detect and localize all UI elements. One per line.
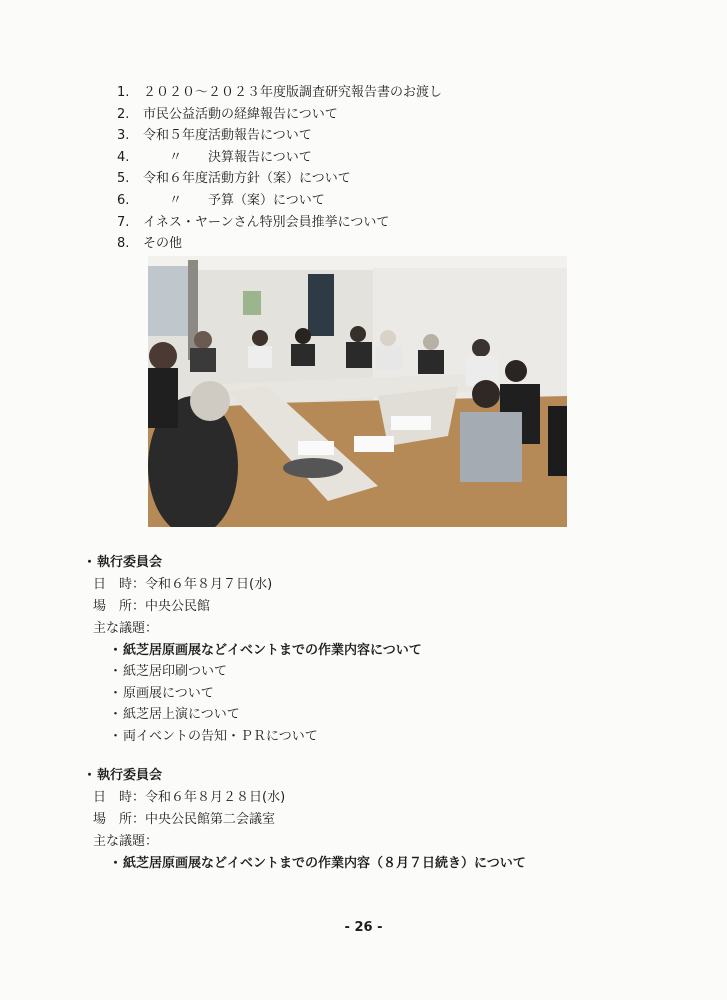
bullet-mark: ・ (109, 643, 123, 658)
bullet-mark: ・ (109, 856, 123, 871)
meeting-heading (83, 765, 526, 787)
meeting-section (83, 552, 422, 747)
topic-list (83, 640, 422, 747)
topic-text: 紙芝居原画展などイベントまでの作業内容（８月７日続き）について (123, 856, 526, 871)
agenda-item (117, 125, 442, 147)
topic-item (109, 683, 422, 704)
meeting-section (83, 765, 526, 874)
agenda-number: 3. (117, 128, 130, 144)
agenda-list (117, 82, 442, 255)
agenda-text: イネス・ヤーンさん特別会員推挙について (143, 214, 390, 230)
topic-item (109, 704, 422, 725)
bullet-mark: ・ (109, 728, 123, 744)
agenda-number: 2. (117, 106, 130, 122)
agenda-number: 6. (117, 192, 130, 208)
bullet-mark: ・ (109, 707, 123, 723)
agenda-number: 7. (117, 214, 130, 230)
topic-text: 紙芝居原画展などイベントまでの作業内容について (123, 643, 422, 658)
agenda-item (117, 82, 442, 104)
agenda-text: 〃 予算（案）について (143, 192, 325, 208)
agenda-text: 令和６年度活動方針（案）について (143, 171, 351, 187)
meeting-topics-label: 主な議題： (93, 834, 159, 849)
topic-text: 原画展について (123, 685, 214, 701)
meeting-datetime: 日 時：令和６年８月７日(水) (93, 577, 273, 592)
agenda-text: ２０２０～２０２３年度版調査研究報告書のお渡し (143, 85, 443, 100)
topic-item (109, 640, 422, 661)
agenda-number: 4. (117, 149, 130, 165)
agenda-number: 1. (117, 85, 130, 100)
topic-text: 紙芝居印刷ついて (123, 664, 228, 680)
agenda-item (117, 190, 442, 212)
topic-list (83, 853, 526, 874)
agenda-text: その他 (143, 236, 183, 252)
bullet-mark: ・ (109, 664, 123, 680)
topic-item (109, 726, 422, 747)
meeting-place: 場 所：中央公民館第二会議室 (93, 812, 276, 827)
agenda-text: 市民公益活動の経緯報告について (143, 106, 338, 122)
agenda-item (117, 147, 442, 169)
agenda-number: 8. (117, 236, 130, 252)
agenda-item (117, 104, 442, 126)
meeting-heading (83, 552, 422, 574)
bullet-mark: ・ (83, 555, 97, 570)
meeting-photo (148, 256, 567, 527)
meeting-photo-illustration (148, 256, 567, 527)
topic-text: 紙芝居上演について (123, 707, 240, 723)
meeting-title: 執行委員会 (97, 555, 163, 570)
agenda-item (117, 168, 442, 190)
agenda-text: 令和５年度活動報告について (143, 128, 312, 144)
agenda-item (117, 212, 442, 234)
meeting-topics-label: 主な議題： (93, 621, 159, 636)
agenda-number: 5. (117, 171, 130, 187)
meeting-place: 場 所：中央公民館 (93, 599, 211, 614)
bullet-mark: ・ (83, 768, 97, 783)
topic-text: 両イベントの告知・ＰＲについて (123, 728, 318, 744)
topic-item (109, 661, 422, 682)
agenda-item (117, 233, 442, 255)
agenda-text: 〃 決算報告について (143, 149, 312, 165)
page-number: - 26 - (344, 920, 383, 935)
meeting-datetime: 日 時：令和６年８月２８日(水) (93, 790, 286, 805)
bullet-mark: ・ (109, 685, 123, 701)
topic-item (109, 853, 526, 874)
meeting-title: 執行委員会 (97, 768, 163, 783)
